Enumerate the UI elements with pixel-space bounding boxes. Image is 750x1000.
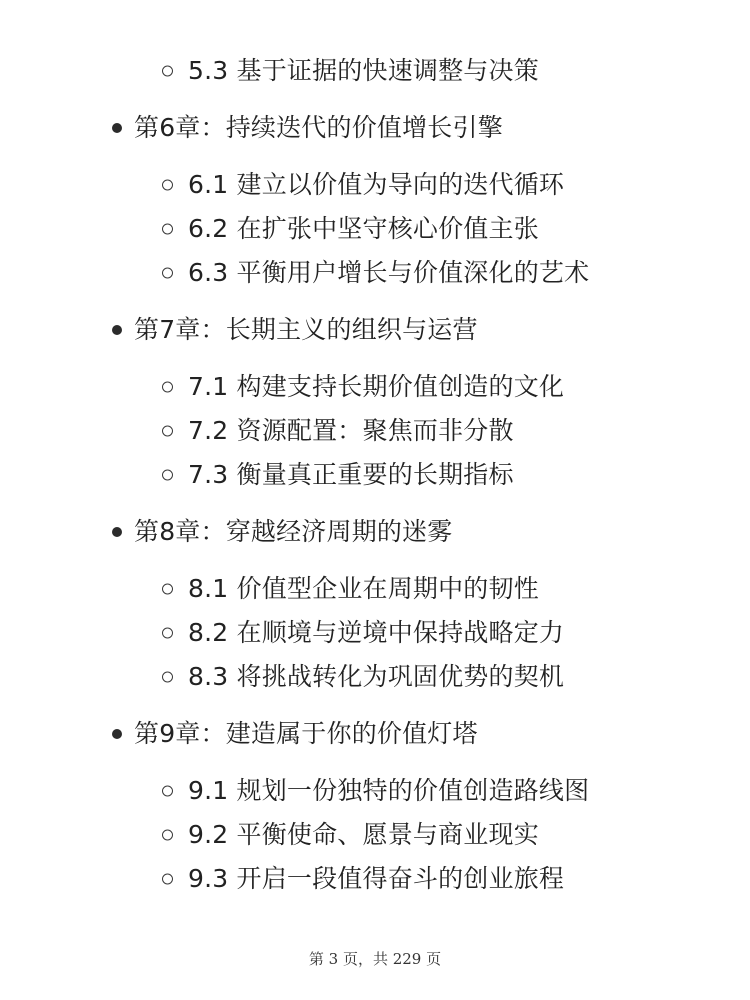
toc-subsection-label: 9.2 平衡使命、愿景与商业现实 xyxy=(188,820,539,849)
toc-chapter-9 xyxy=(0,711,750,757)
hollow-bullet-icon xyxy=(162,470,173,481)
toc-subsection-8-1 xyxy=(0,566,750,612)
toc-subsection-label: 5.3 基于证据的快速调整与决策 xyxy=(188,56,539,85)
toc-subsection-5-3 xyxy=(0,48,750,94)
toc-subsection-6-1 xyxy=(0,162,750,208)
toc-subsection-label: 6.1 建立以价值为导向的迭代循环 xyxy=(188,170,565,199)
toc-chapter-7 xyxy=(0,307,750,353)
toc-subsection-label: 9.1 规划一份独特的价值创造路线图 xyxy=(188,776,590,805)
hollow-bullet-icon xyxy=(162,786,173,797)
toc-subsection-7-2 xyxy=(0,408,750,454)
toc-subsection-9-1 xyxy=(0,768,750,814)
toc-subsection-8-2 xyxy=(0,610,750,656)
toc-subsection-9-2 xyxy=(0,812,750,858)
solid-bullet-icon xyxy=(112,325,122,335)
hollow-bullet-icon xyxy=(162,66,173,77)
solid-bullet-icon xyxy=(112,123,122,133)
toc-chapter-8 xyxy=(0,509,750,555)
toc-subsection-label: 8.2 在顺境与逆境中保持战略定力 xyxy=(188,618,565,647)
toc-chapter-label: 第6章：持续迭代的价值增长引擎 xyxy=(134,113,503,142)
hollow-bullet-icon xyxy=(162,584,173,595)
toc-subsection-label: 6.3 平衡用户增长与价值深化的艺术 xyxy=(188,258,590,287)
hollow-bullet-icon xyxy=(162,268,173,279)
toc-subsection-9-3 xyxy=(0,856,750,902)
hollow-bullet-icon xyxy=(162,830,173,841)
toc-chapter-label: 第9章：建造属于你的价值灯塔 xyxy=(134,719,478,748)
hollow-bullet-icon xyxy=(162,628,173,639)
hollow-bullet-icon xyxy=(162,180,173,191)
toc-subsection-6-2 xyxy=(0,206,750,252)
solid-bullet-icon xyxy=(112,729,122,739)
toc-subsection-label: 7.3 衡量真正重要的长期指标 xyxy=(188,460,514,489)
hollow-bullet-icon xyxy=(162,426,173,437)
toc-subsection-label: 9.3 开启一段值得奋斗的创业旅程 xyxy=(188,864,565,893)
toc-subsection-label: 7.1 构建支持长期价值创造的文化 xyxy=(188,372,565,401)
page-footer: 第 3 页，共 229 页 xyxy=(308,950,442,968)
toc-subsection-8-3 xyxy=(0,654,750,700)
toc-subsection-label: 8.1 价值型企业在周期中的韧性 xyxy=(188,574,539,603)
toc-subsection-label: 6.2 在扩张中坚守核心价值主张 xyxy=(188,214,539,243)
hollow-bullet-icon xyxy=(162,874,173,885)
toc-subsection-7-1 xyxy=(0,364,750,410)
solid-bullet-icon xyxy=(112,527,122,537)
hollow-bullet-icon xyxy=(162,382,173,393)
hollow-bullet-icon xyxy=(162,224,173,235)
toc-chapter-6 xyxy=(0,105,750,151)
toc-chapter-label: 第8章：穿越经济周期的迷雾 xyxy=(134,517,453,546)
toc-subsection-label: 8.3 将挑战转化为巩固优势的契机 xyxy=(188,662,565,691)
toc-chapter-label: 第7章：长期主义的组织与运营 xyxy=(134,315,478,344)
toc-subsection-label: 7.2 资源配置：聚焦而非分散 xyxy=(188,416,514,445)
toc-subsection-6-3 xyxy=(0,250,750,296)
toc-subsection-7-3 xyxy=(0,452,750,498)
hollow-bullet-icon xyxy=(162,672,173,683)
